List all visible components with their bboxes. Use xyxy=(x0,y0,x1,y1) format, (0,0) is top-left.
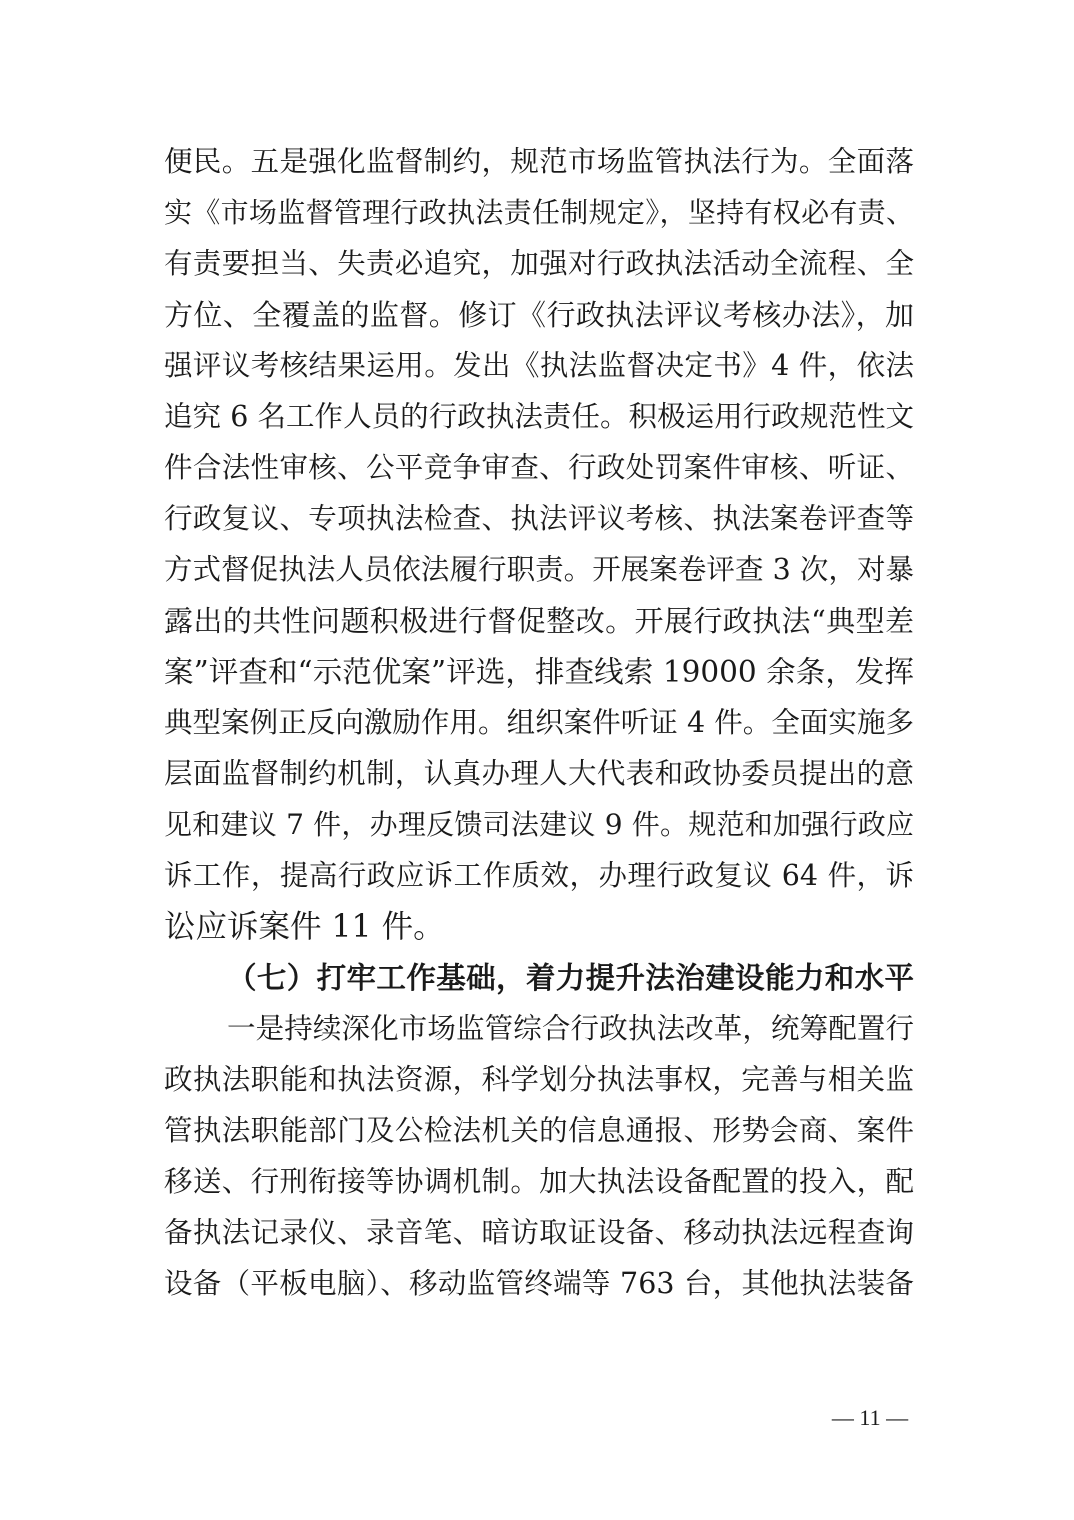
paragraph-1-line-7: 件合法性审核、公平竞争审查、行政处罚案件审核、听证、 xyxy=(164,451,914,484)
paragraph-1-line-10: 露出的共性问题积极进行督促整改。开展行政执法“典型差 xyxy=(164,604,914,638)
paragraph-1-line-16: 讼应诉案件 11 件。 xyxy=(164,909,445,945)
paragraph-1-line-12: 典型案例正反向激励作用。组织案件听证 4 件。全面实施多 xyxy=(164,706,914,739)
paragraph-1-line-5: 强评议考核结果运用。发出《执法监督决定书》4 件，依法 xyxy=(164,349,914,382)
paragraph-1-line-14: 见和建议 7 件，办理反馈司法建议 9 件。规范和加强行政应 xyxy=(164,808,914,841)
page-number: — 11 — xyxy=(831,1405,909,1430)
paragraph-2-line-3: 管执法职能部门及公检法机关的信息通报、形势会商、案件 xyxy=(164,1114,914,1147)
paragraph-1-line-9: 方式督促执法人员依法履行职责。开展案卷评查 3 次，对暴 xyxy=(164,553,914,586)
paragraph-1-line-2: 实《市场监督管理行政执法责任制规定》，坚持有权必有责、 xyxy=(164,196,914,229)
section-heading: （七）打牢工作基础，着力提升法治建设能力和水平 xyxy=(227,960,914,995)
paragraph-2-line-5: 备执法记录仪、录音笔、暗访取证设备、移动执法远程查询 xyxy=(164,1216,914,1249)
paragraph-1-line-1: 便民。五是强化监督制约，规范市场监管执法行为。全面落 xyxy=(164,145,914,178)
paragraph-1-line-13: 层面监督制约机制，认真办理人大代表和政协委员提出的意 xyxy=(164,757,914,790)
paragraph-1-line-6: 追究 6 名工作人员的行政执法责任。积极运用行政规范性文 xyxy=(164,400,914,433)
paragraph-1-line-8: 行政复议、专项执法检查、执法评议考核、执法案卷评查等 xyxy=(164,502,914,535)
paragraph-2-line-1: 一是持续深化市场监管综合行政执法改革，统筹配置行 xyxy=(227,1012,914,1045)
paragraph-2-line-4: 移送、行刑衔接等协调机制。加大执法设备配置的投入，配 xyxy=(164,1165,914,1198)
paragraph-2-line-2: 政执法职能和执法资源，科学划分执法事权，完善与相关监 xyxy=(164,1063,914,1096)
paragraph-2-line-6: 设备（平板电脑）、移动监管终端等 763 台，其他执法装备 xyxy=(164,1267,914,1300)
paragraph-1-line-3: 有责要担当、失责必追究，加强对行政执法活动全流程、全 xyxy=(164,247,914,280)
paragraph-1-line-11: 案”评查和“示范优案”评选，排查线索 19000 余条，发挥 xyxy=(164,655,914,689)
paragraph-1-line-15: 诉工作，提高行政应诉工作质效，办理行政复议 64 件，诉 xyxy=(164,859,914,892)
paragraph-1-line-4: 方位、全覆盖的监督。修订《行政执法评议考核办法》，加 xyxy=(164,298,914,332)
